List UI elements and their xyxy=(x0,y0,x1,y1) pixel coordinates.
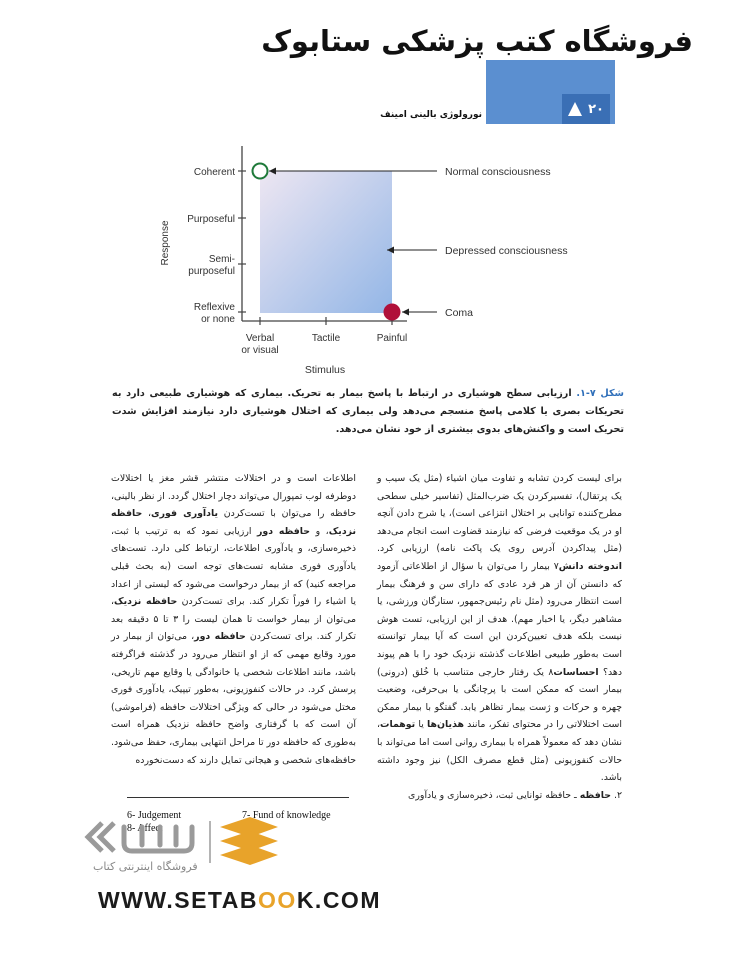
logo-wordmark-icon xyxy=(124,827,192,851)
figure-label: شکل ۷-۱. xyxy=(576,388,624,399)
x-tick-label-line: Verbal xyxy=(245,333,275,344)
consciousness-chart xyxy=(155,138,575,378)
text-run: ، نشان دهد که معمولاً همراه با بیماری روانی است اما می‌تواند با حالات کنفوزیونی (مثل قطع مصرف الکل) نیز وجود داشته باشد. xyxy=(377,719,622,784)
term-remote-memory: حافظه دور xyxy=(194,631,246,643)
figure-caption xyxy=(112,385,624,439)
coma-point xyxy=(384,304,401,321)
text-run: یا xyxy=(415,719,427,731)
text-run: ارزیابی نمود که به ترتیب با ثبت، ذخیره‌سازی، و یادآوری اطلاعات، ارتباط کلی دارد. تست‌های یادآوری فوری مشابه تست‌های توجه است (به بحث قبلی مراجعه کنید) که از بیمار درخواست می‌شود که لیستی از اعداد یا اشیاء را فوراً تکرار کند. برای تست‌کردن xyxy=(111,525,356,608)
text-run: اطلاعات است و در اختلالات منتشر قشر مغز یا اختلالات دوطرفه لوب تمپورال می‌تواند دچار اختلال گردد. از نظر بالینی، حافظه را می‌توان با تست‌کردن xyxy=(111,473,356,520)
term-recent-memory: حافظه نزدیک xyxy=(111,508,356,537)
arrowhead-icon xyxy=(402,309,409,316)
url-part: K.COM xyxy=(296,887,381,913)
footnote-7: 7- Fund of knowledge xyxy=(242,810,331,821)
text-run: ، می‌توان از بیمار در مورد وقایع مهمی که از او انتظار می‌رود در گذشته فراگرفته باشد، مانند اطلاعات شخصی یا خانوادگی یا وقایع مهم تاریخی، پرسش کرد. در حالات کنفوزیونی، به‌طور تیپیک، یادآوری فوری مختل می‌شود در حالی که ویژگی اختلالات حافظه (فراموشی) آن است که با گرفتاری واضح حافظه نزدیک همراه است به‌طوری که حافظه دور تا مراحل انتهایی بیماری، حفظ می‌شود. حافظه‌های شخصی و هیجانی تمایل دارند که دست‌نخورده xyxy=(111,631,356,766)
term-delusions: هذیان‌ها xyxy=(427,719,464,731)
x-tick-label xyxy=(377,333,408,344)
term-memory: حافظه xyxy=(579,789,611,801)
term-immediate-recall: یادآوری فوری xyxy=(151,508,218,520)
x-tick-label xyxy=(312,333,341,344)
page-number-tab xyxy=(562,94,610,124)
y-tick-label-line: purposeful xyxy=(188,266,235,277)
term-hallucinations: توهمات xyxy=(380,719,416,731)
y-tick-label-line: Purposeful xyxy=(187,214,235,225)
y-tick-label-line: Semi- xyxy=(208,254,235,265)
list-number: ۲. xyxy=(610,789,622,801)
term-remote-memory: حافظه دور xyxy=(256,525,311,537)
term-fund-of-knowledge: اندوخته دانش xyxy=(558,560,622,572)
triangle-icon xyxy=(568,102,582,116)
url-part: A xyxy=(221,887,240,913)
x-tick-label-line: or visual xyxy=(241,345,279,356)
normal-consciousness-point xyxy=(253,164,268,179)
term-affect: احساسات xyxy=(553,666,599,678)
text-run: ۸ یک رفتار خارجی متناسب با خُلق (درونی) بیمار است که ممکن است با پرچانگی یا بی‌حرفی، وضعیت چهره و حرکات و ژست بیمار تظاهر یابد. گفتگو با بیمار ممکن است اختلالاتی را در محتوای تفکر، مانند xyxy=(377,666,622,731)
url-part: WWW.SET xyxy=(98,887,222,913)
y-tick-label xyxy=(187,214,235,225)
term-recent-memory: حافظه نزدیک xyxy=(114,596,178,608)
site-url xyxy=(98,887,381,914)
annotation-label: Depressed consciousness xyxy=(445,245,568,257)
y-tick-label xyxy=(194,302,236,325)
page-number: ۲۰ xyxy=(588,101,604,117)
caption-text: ارزیابی سطح هوشیاری در ارتباط با پاسخ بیمار به تحریک. بیماری که هوشیاری طبیعی دارد به تحریکات بصری یا کلامی پاسخ منسجم می‌دهد ولی بیماری که اختلال هوشیاری دارد نیازمند افزایش شدت تحریک است و واکنش‌های بدوی بیشتری از خود نشان می‌دهد. xyxy=(112,388,624,435)
running-header: نورولوژی بالینی امینف xyxy=(380,110,482,120)
x-axis-title: Stimulus xyxy=(304,364,346,376)
text-run: ، xyxy=(142,508,152,520)
url-part-accent: OO xyxy=(258,887,297,913)
body-column-right xyxy=(377,470,622,804)
footnote-8: 8- Affect xyxy=(127,823,163,834)
y-tick-labels xyxy=(187,167,235,325)
text-run: ـ حافظه توانایی ثبت، ذخیره‌سازی و یادآوری xyxy=(408,789,580,801)
text-run: ، می‌توان از بیمار خواست تا همان لیست را ۳ تا ۵ دقیقه بعد تکرار کند. برای تست‌کردن xyxy=(111,596,356,643)
footnote-6: 6- Judgement xyxy=(127,810,182,821)
annotation-label: Normal consciousness xyxy=(445,166,551,178)
x-tick-label xyxy=(241,333,278,356)
y-tick-label-line: Coherent xyxy=(193,167,235,178)
text-run: ، و xyxy=(310,525,329,537)
footnote-divider xyxy=(127,797,349,798)
url-part: B xyxy=(239,887,259,913)
text-run: برای لیست کردن تشابه و تفاوت میان اشیاء (مثل یک سیب و یک پرتقال)، تفسیرکردن یک ضرب‌المثل (تفاسیر خیلی سطحی مطرح‌کننده توانایی بر اختلال انتزاعی است)، یا شرح دادن آنچه او در یک موقعیت فرضی که نیازمند قضاوت است انجام می‌دهد (مثل پیداکردن آدرس روی یک پاکت نامه) ارزیابی کرد. xyxy=(377,473,622,555)
y-tick-label xyxy=(194,167,235,178)
x-tick-label-line: Painful xyxy=(376,333,408,344)
x-tick-label-line: Tactile xyxy=(311,333,341,344)
y-tick-label-line: or none xyxy=(201,314,235,325)
book-stack-icon xyxy=(220,817,278,865)
y-axis-title: Response xyxy=(160,220,171,266)
body-column-left xyxy=(111,470,356,769)
store-title: فروشگاه کتب پزشکی ستابوک xyxy=(261,24,693,58)
logo-tagline: فروشگاه اینترنتی کتاب xyxy=(93,860,198,873)
x-tick-labels xyxy=(241,333,407,356)
consciousness-figure xyxy=(155,138,575,378)
gradient-region xyxy=(260,171,392,313)
annotation-label: Coma xyxy=(445,307,474,319)
text-run: ۷ بیمار را می‌توان با سؤال از اطلاعاتی آزمود که دانستن آن از هر فرد عادی که دارای سن و فرهنگ بیمار است انتظار می‌رود (مثل نام رئیس‌جمهور، ستارگان ورزشی، یا مشاهیر دیگر، یا اخبار مهم). هدف از این ارزیابی، تست هوش نیست بلکه هدف تعیین‌کردن این است که آیا بیمار توانسته است به‌طور طبیعی اطلاعات گذشته نزدیک خود را با هم پیوند دهد؟ xyxy=(377,560,622,678)
y-tick-label xyxy=(188,254,235,277)
y-tick-label-line: Reflexive xyxy=(193,302,235,313)
chevrons-icon xyxy=(88,823,114,851)
setabook-logo xyxy=(80,817,280,887)
